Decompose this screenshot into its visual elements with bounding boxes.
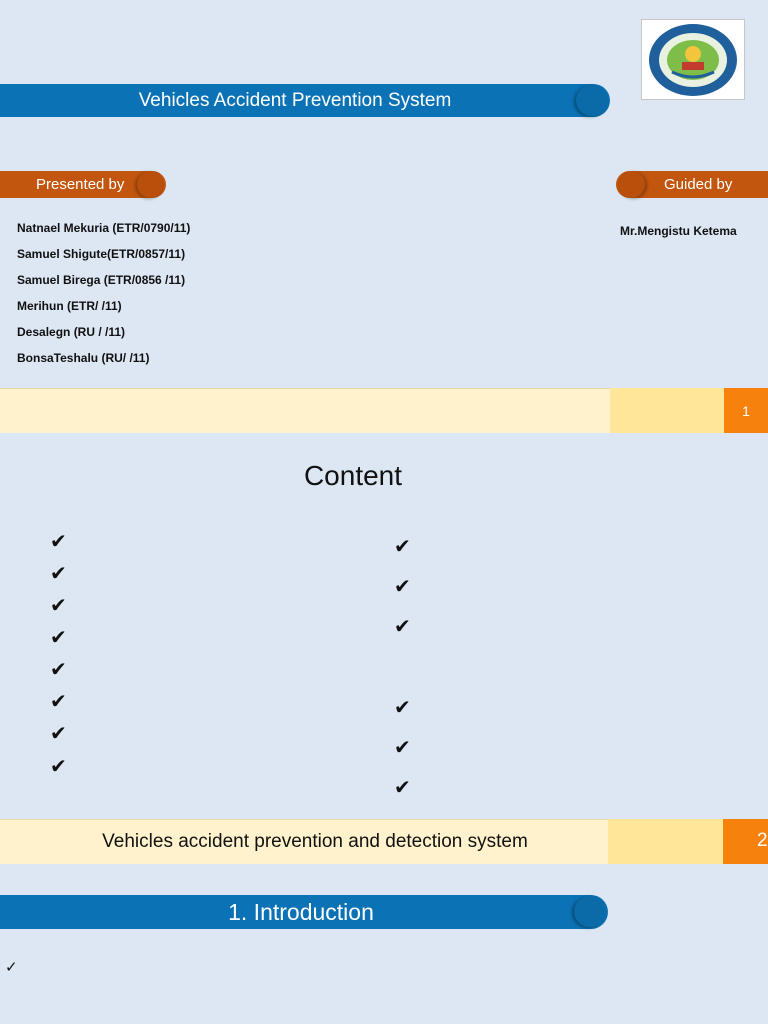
- presenter-name: Natnael Mekuria (ETR/0790/11): [17, 221, 191, 235]
- slide2-title: Content: [303, 460, 403, 491]
- slide2-footer-text: Vehicles accident prevention and detection system: [102, 830, 528, 852]
- slide1-title: Vehicles Accident Prevention System: [138, 89, 452, 111]
- footer-band-mid: [610, 388, 724, 433]
- university-logo: [641, 19, 745, 100]
- check-icon: ✔: [394, 534, 411, 558]
- university-seal-icon: [642, 20, 744, 99]
- check-icon: ✔: [50, 529, 67, 553]
- guided-by-knob: [618, 171, 645, 198]
- title-bar-knob: [574, 896, 606, 927]
- footer-band: [0, 388, 610, 433]
- footer-band-mid: [608, 819, 723, 864]
- presented-by-knob: [137, 171, 164, 198]
- slide1-page-number: 1: [724, 388, 768, 433]
- guide-name: Mr.Mengistu Ketema: [620, 224, 737, 238]
- presenter-name: Merihun (ETR/ /11): [17, 299, 122, 313]
- presenter-name: Samuel Shigute(ETR/0857/11): [17, 247, 186, 261]
- slide2-page-number: 2: [757, 830, 768, 851]
- check-icon: ✔: [50, 657, 67, 681]
- check-icon: ✔: [50, 689, 67, 713]
- check-icon: ✔: [50, 721, 67, 745]
- check-icon: ✔: [394, 735, 411, 759]
- presenter-name: BonsaTeshalu (RU/ /11): [17, 351, 150, 365]
- presenter-list: [17, 218, 190, 374]
- slide2-footer: [0, 819, 768, 864]
- presented-by-pill: [0, 171, 166, 198]
- check-icon: ✓: [5, 958, 18, 976]
- title-bar-knob: [576, 85, 608, 116]
- presented-by-label: Presented by: [36, 176, 125, 193]
- slide1-title-bar: [0, 84, 610, 117]
- check-icon: ✔: [394, 695, 411, 719]
- presenter-name: Samuel Birega (ETR/0856 /11): [17, 273, 186, 287]
- slide2-page-number-box: [723, 819, 768, 864]
- check-icon: ✔: [394, 574, 411, 598]
- slide3-title: 1. Introduction: [228, 898, 374, 925]
- check-icon: ✔: [394, 775, 411, 799]
- slide3-title-bar: [0, 895, 608, 929]
- check-icon: ✔: [50, 754, 67, 778]
- check-icon: ✔: [50, 625, 67, 649]
- check-icon: ✔: [50, 561, 67, 585]
- presenter-name: Desalegn (RU / /11): [17, 325, 126, 339]
- slide1-footer: [0, 388, 768, 433]
- guided-by-label: Guided by: [664, 176, 733, 193]
- check-icon: ✔: [50, 593, 67, 617]
- check-icon: ✔: [394, 614, 411, 638]
- guided-by-pill: [616, 171, 768, 198]
